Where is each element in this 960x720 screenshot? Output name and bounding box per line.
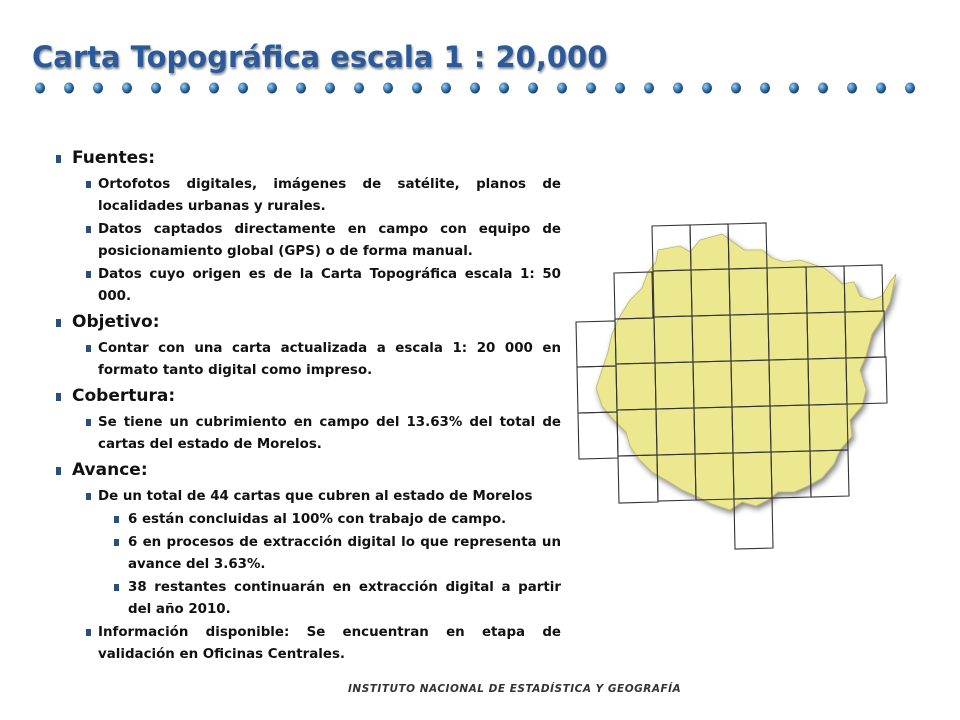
decorative-dot xyxy=(528,83,538,94)
bullet-icon xyxy=(86,271,91,278)
list-item xyxy=(56,219,561,263)
bullet-icon xyxy=(56,393,61,401)
heading-text: Cobertura: xyxy=(72,386,176,406)
decorative-dot xyxy=(238,83,248,94)
morelos-sheet-grid-map xyxy=(572,210,920,555)
bullet-icon xyxy=(114,584,119,591)
decorative-dot xyxy=(615,83,625,94)
decorative-dot xyxy=(180,83,190,94)
decorative-dot xyxy=(325,83,335,94)
decorative-dot xyxy=(557,83,567,94)
item-text: Datos cuyo origen es de la Carta Topográfica escala 1: 50 000. xyxy=(98,267,561,304)
list-item xyxy=(56,486,561,508)
decorative-dot xyxy=(441,83,451,94)
decorative-dot xyxy=(64,83,74,94)
decorative-dot xyxy=(847,83,857,94)
bullet-icon xyxy=(86,419,91,426)
decorative-dot xyxy=(818,83,828,94)
section-heading-cobertura xyxy=(56,384,561,408)
bullet-icon xyxy=(86,181,91,188)
section-heading-objetivo xyxy=(56,310,561,334)
item-text: Ortofotos digitales, imágenes de satélite, planos de localidades urbanas y rurales. xyxy=(98,177,561,214)
section-heading-avance xyxy=(56,458,561,482)
state-outline xyxy=(596,234,896,510)
item-text: Información disponible: Se encuentran en etapa de validación en Oficinas Centrales. xyxy=(98,625,561,662)
decorative-dot xyxy=(760,83,770,94)
decorative-dot xyxy=(383,83,393,94)
decorative-dot xyxy=(412,83,422,94)
bullet-icon xyxy=(86,226,91,233)
content-area xyxy=(56,146,561,667)
item-text: De un total de 44 cartas que cubren al estado de Morelos xyxy=(98,489,533,504)
heading-text: Objetivo: xyxy=(72,312,160,332)
decorative-dot xyxy=(905,83,915,94)
section-heading-fuentes xyxy=(56,146,561,170)
sub-list-item xyxy=(56,532,561,576)
decorative-dot xyxy=(470,83,480,94)
title-underline-dots xyxy=(0,78,960,100)
list-item xyxy=(56,622,561,666)
bullet-icon xyxy=(86,629,91,636)
item-text: 38 restantes continuarán en extracción digital a partir del año 2010. xyxy=(128,580,561,617)
list-item xyxy=(56,338,561,382)
decorative-dot xyxy=(267,83,277,94)
slide-title: Carta Topográfica escala 1 : 20,000 xyxy=(32,40,608,74)
decorative-dot xyxy=(876,83,886,94)
decorative-dot xyxy=(151,83,161,94)
item-text: 6 en procesos de extracción digital lo que representa un avance del 3.63%. xyxy=(128,535,561,572)
bullet-icon xyxy=(114,539,119,546)
heading-text: Fuentes: xyxy=(72,148,156,168)
bullet-icon xyxy=(56,319,61,327)
bullet-icon xyxy=(86,345,91,352)
heading-text: Avance: xyxy=(72,460,148,480)
decorative-dot xyxy=(644,83,654,94)
decorative-dot xyxy=(731,83,741,94)
decorative-dot xyxy=(499,83,509,94)
decorative-dot xyxy=(122,83,132,94)
decorative-dot xyxy=(296,83,306,94)
decorative-dot xyxy=(93,83,103,94)
decorative-dot xyxy=(586,83,596,94)
item-text: 6 están concluidas al 100% con trabajo de campo. xyxy=(128,512,507,527)
bullet-icon xyxy=(114,516,119,523)
decorative-dot xyxy=(209,83,219,94)
sub-list-item xyxy=(56,577,561,621)
list-item xyxy=(56,174,561,218)
item-text: Datos captados directamente en campo con equipo de posicionamiento global (GPS) o de forma manual. xyxy=(98,222,561,259)
sub-list-item xyxy=(56,509,561,531)
bullet-icon xyxy=(86,493,91,500)
decorative-dot xyxy=(673,83,683,94)
decorative-dot xyxy=(789,83,799,94)
list-item xyxy=(56,412,561,456)
decorative-dot xyxy=(354,83,364,94)
bullet-icon xyxy=(56,467,61,475)
list-item xyxy=(56,264,561,308)
decorative-dot xyxy=(702,83,712,94)
footer-institution: INSTITUTO NACIONAL DE ESTADÍSTICA Y GEOGRAFÍA xyxy=(348,683,682,695)
item-text: Contar con una carta actualizada a escala 1: 20 000 en formato tanto digital como impreso. xyxy=(98,341,561,378)
bullet-icon xyxy=(56,155,61,163)
decorative-dot xyxy=(35,83,45,94)
item-text: Se tiene un cubrimiento en campo del 13.63% del total de cartas del estado de Morelos. xyxy=(98,415,561,452)
